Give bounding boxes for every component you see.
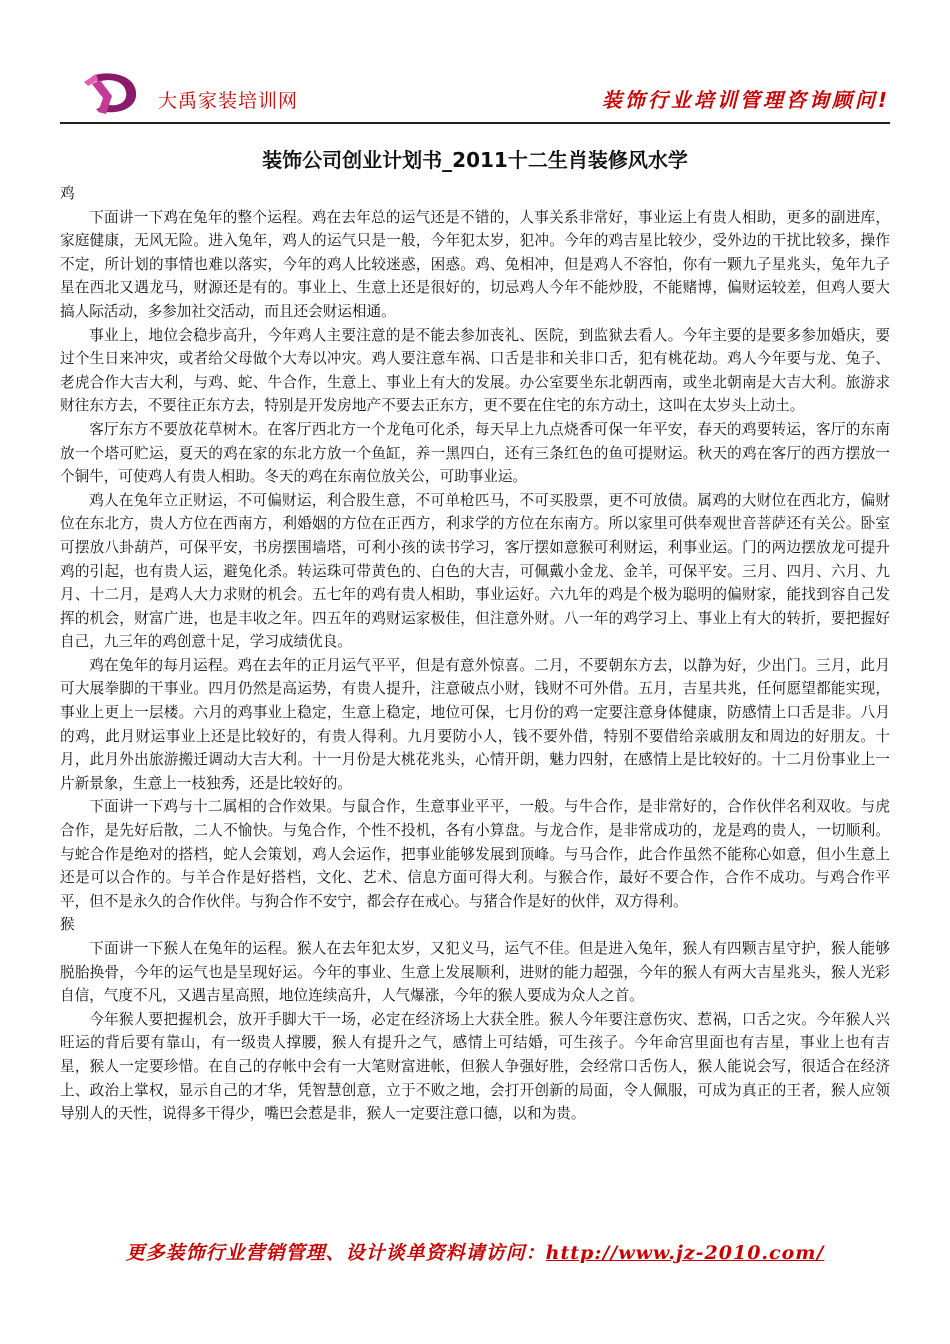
paragraph: 下面讲一下猴人在兔年的运程。猴人在去年犯太岁，又犯义马，运气不佳。但是进入兔年，猴人有四颗吉星守护，猴人能够脱胎换骨，今年的运气也是呈现好运。今年的事业、生意上发展顺利，进财的能力超强，今年的猴人有两大吉星兆头，猴人光彩自信，气度不凡，又遇吉星高照，地位连续高升，人气爆涨，今年的猴人要成为众人之首。 [60, 940, 890, 1005]
paragraph: 鸡在兔年的每月运程。鸡在去年的正月运气平平，但是有意外惊喜。二月，不要朝东方去，以静为好，少出门。三月，此月可大展拳脚的干事业。四月仍然是高运势，有贵人提升，注意破点小财，钱财不可外借。五月，吉星共兆，任何愿望都能实现，事业上更上一层楼。六月的鸡事业上稳定，生意上稳定，地位可保，七月份的鸡一定要注意身体健康，防感情上口舌是非。八月的鸡，此月财运事业上还是比较好的，有贵人得利。九月要防小人，钱不要外借，特别不要借给亲戚朋友和周边的好朋友。十月，此月外出旅游搬迁调动大吉大利。十一月份是大桃花兆头，心情开朗，魅力四射，在感情上是比较好的。十二月份事业上一片新景象，生意上一枝独秀，还是比较好的。 [60, 656, 890, 792]
paragraph: 下面讲一下鸡与十二属相的合作效果。与鼠合作，生意事业平平，一般。与牛合作，是非常好的，合作伙伴名利双收。与虎合作，是先好后散，二人不愉快。与兔合作，个性不投机，各有小算盘。与龙合作，是非常成功的，龙是鸡的贵人，一切顺利。与蛇合作是绝对的搭档，蛇人会策划，鸡人会运作，把事业能够发展到顶峰。与马合作，此合作虽然不能称心如意，但小生意上还是可以合作的。与羊合作是好搭档，文化、艺术、信息方面可得大利。与猴合作，最好不要合作，合作不成功。与鸡合作平平，但不是永久的合作伙伴。与狗合作不安宁，都会存在戒心。与猪合作是好的伙伴，双方得利。 [60, 798, 890, 910]
paragraph: 今年猴人要把握机会，放开手脚大干一场，必定在经济场上大获全胜。猴人今年要注意伤灾、惹祸，口舌之灾。今年猴人兴旺运的背后要有靠山，有一级贵人撑腰，猴人有提升之气，感情上可结婚，可生孩子。今年命宫里面也有吉星，事业上也有吉星，猴人一定要珍惜。在自己的存帐中会有一大笔财富进帐，但猴人争强好胜，会经常口舌伤人，猴人能说会写，很适合在经济上、政治上掌权，显示自己的才华，凭智慧创意，立于不败之地，会打开创新的局面，令人佩服，可成为真正的王者，猴人应领导别人的天性，说得多干得少，嘴巴会惹是非，猴人一定要注意口德，以和为贵。 [60, 1010, 890, 1123]
page-header [60, 66, 890, 124]
section-heading: 猴 [60, 916, 75, 934]
paragraph: 客厅东方不要放花草树木。在客厅西北方一个龙龟可化杀，每天早上九点烧香可保一年平安，春天的鸡要转运，客厅的东南放一个塔可贮运，夏天的鸡在家的东北方放一个鱼缸，养一黑四白，还有三条红色的鱼可提财运。秋天的鸡在客厅的西方摆放一个铜牛，可使鸡人有贵人相助。冬天的鸡在东南位放关公，可助事业运。 [60, 420, 890, 486]
document-title: 装饰公司创业计划书_2011十二生肖装修风水学 [262, 148, 688, 172]
section-heading: 鸡 [60, 185, 75, 202]
header-slogan: 装饰行业培训管理咨询顾问! [601, 88, 890, 112]
brand-name: 大禹家装培训网 [158, 90, 299, 112]
paragraph: 事业上，地位会稳步高升，今年鸡人主要注意的是不能去参加丧礼、医院，到监狱去看人。今年主要的是要多参加婚庆，要过个生日来冲灾，或者给父母做个大寿以冲灾。鸡人要注意车祸、口舌是非和关非口舌，犯有桃花劫。鸡人今年要与龙、兔子、老虎合作大吉大利，与鸡、蛇、牛合作，生意上、事业上有大的发展。办公室要坐东北朝西南，或坐北朝南是大吉大利。旅游求财往东方去，不要往正东方去，特别是开发房地产不要去正东方，更不要在住宅的东方动土，这叫在太岁头上动土。 [60, 326, 890, 415]
paragraph: 鸡人在兔年立正财运，不可偏财运，利合股生意，不可单枪匹马，不可买股票，更不可放债。属鸡的大财位在西北方，偏财位在东北方，贵人方位在西南方，利婚姻的方位在正西方，利求学的方位在东南方。所以家里可供奉观世音菩萨还有关公。卧室可摆放八卦葫芦，可保平安，书房摆围墙塔，可利小孩的读书学习，客厅摆如意猴可利财运，利事业运。门的两边摆放龙可提升鸡的引起，也有贵人运，避兔化杀。转运珠可带黄色的、白色的大吉，可佩戴小金龙、金羊，可保平安。三月、四月、六月、九月、十二月，是鸡人大力求财的机会。五七年的鸡有贵人相助，事业运好。六九年的鸡是个极为聪明的偏财家，能找到容自己发挥的机会，财富广进，也是丰收之年。四五年的鸡财运家极佳，但注意外财。八一年的鸡学习上、事业上有大的转折，要把握好自己，九三年的鸡创意十足，学习成绩优良。 [60, 491, 890, 651]
footer-text: 更多装饰行业营销管理、设计谈单资料请访问： [125, 1242, 546, 1264]
paragraph: 下面讲一下鸡在兔年的整个运程。鸡在去年总的运气还是不错的，人事关系非常好，事业运上有贵人相助，更多的副进库，家庭健康，无风无险。进入兔年，鸡人的运气只是一般，今年犯太岁，犯冲。今年的鸡吉星比较少，受外边的干扰比较多，操作不定，所计划的事情也难以落实，今年的鸡人比较迷惑，困惑。鸡、兔相冲，但是鸡人不容怕，你有一颗九子星兆头，兔年九子星在西北又遇龙马，财源还是有的。事业上、生意上还是很好的，切忌鸡人今年不能炒股，不能赌博，偏财运较差，但鸡人要大搞人际活动，多参加社交活动，而且还会财运相通。 [60, 208, 890, 320]
brand-logo-icon [78, 66, 148, 118]
page-footer [60, 1238, 890, 1265]
footer-link[interactable]: http://www.jz-2010.com/ [545, 1242, 825, 1264]
document-body [60, 182, 890, 1126]
